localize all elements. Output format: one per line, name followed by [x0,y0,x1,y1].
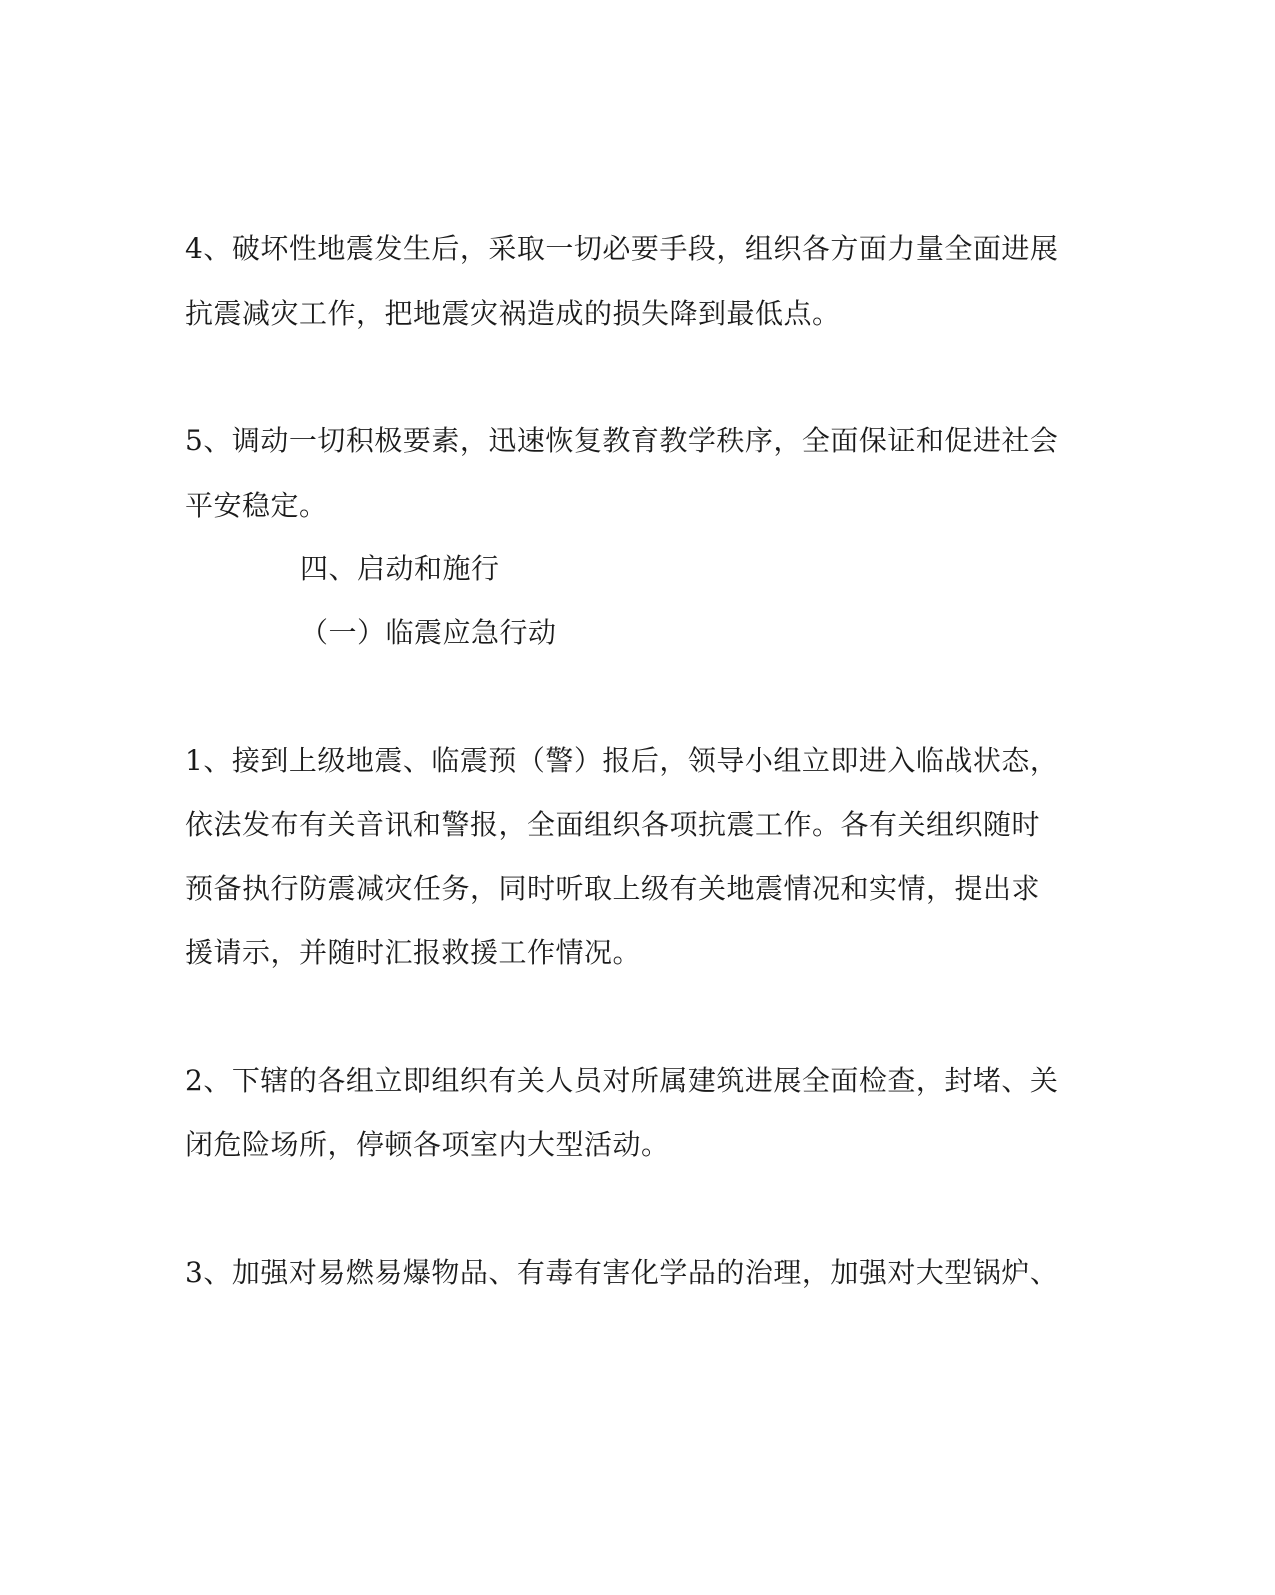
item-2-line-2: 闭危险场所，停顿各项室内大型活动。 [185,1128,670,1161]
item-2-line-1: 2、下辖的各组立即组织有关人员对所属建筑进展全面检查，封堵、关 [185,1064,1059,1097]
item-1-line-1: 1、接到上级地震、临震预（警）报后，领导小组立即进入临战状态， [185,744,1059,777]
subsection-heading: （一）临震应急行动 [300,616,557,649]
paragraph-5-line-2: 平安稳定。 [185,489,328,522]
paragraph-4-line-2: 抗震减灾工作，把地震灾祸造成的损失降到最低点。 [185,297,841,330]
item-3-line-1: 3、加强对易燃易爆物品、有毒有害化学品的治理，加强对大型锅炉、 [185,1256,1059,1289]
item-1-line-4: 援请示，并随时汇报救援工作情况。 [185,936,642,969]
section-heading: 四、启动和施行 [300,552,500,585]
paragraph-4-line-1: 4、破坏性地震发生后，采取一切必要手段，组织各方面力量全面进展 [185,232,1059,265]
item-1-line-2: 依法发布有关音讯和警报，全面组织各项抗震工作。各有关组织随时 [185,808,1041,841]
paragraph-5-line-1: 5、调动一切积极要素，迅速恢复教育教学秩序，全面保证和促进社会 [185,424,1059,457]
item-1-line-3: 预备执行防震减灾任务，同时听取上级有关地震情况和实情，提出求 [185,872,1041,905]
